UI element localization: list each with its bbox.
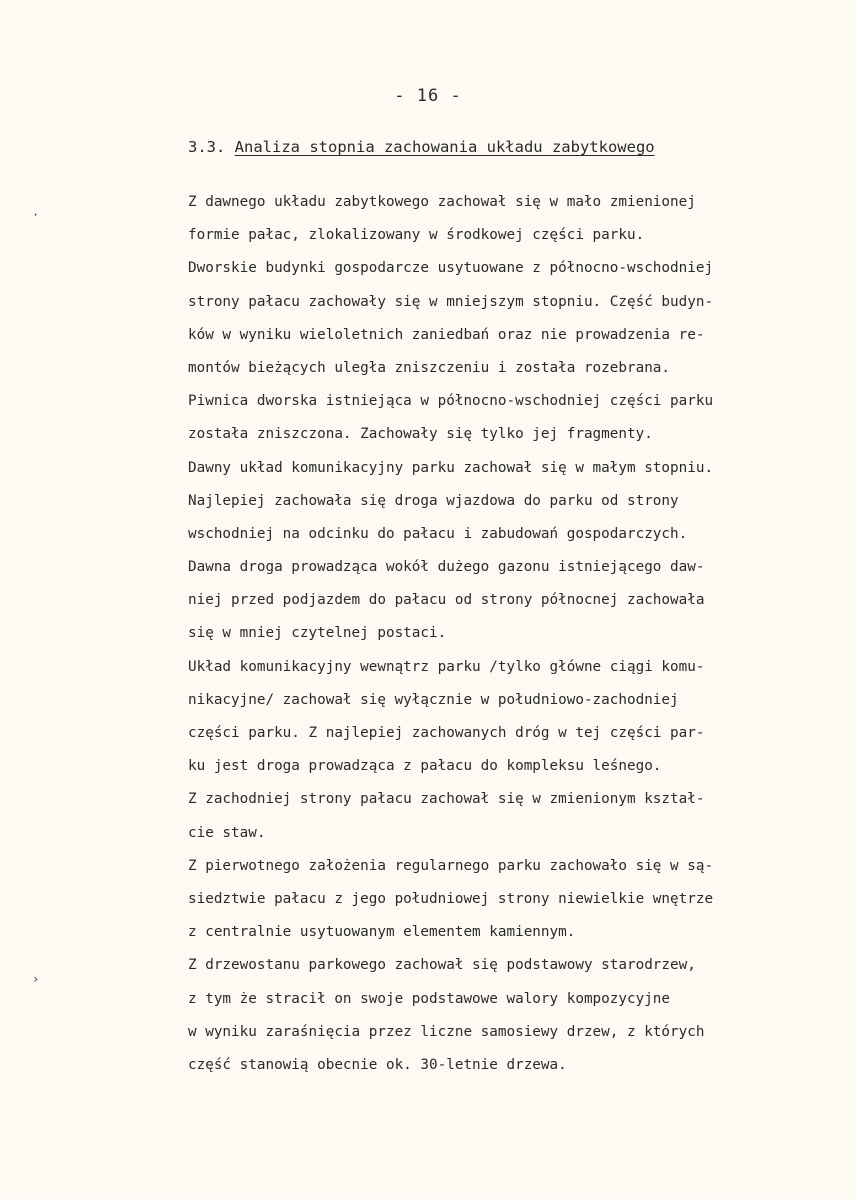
text-line: Układ komunikacyjny wewnątrz parku /tylko główne ciągi komu- <box>188 658 705 675</box>
text-line: z centralnie usytuowanym elementem kamiennym. <box>188 924 576 941</box>
text-line: ków w wyniku wieloletnich zaniedbań oraz nie prowadzenia re- <box>188 326 705 343</box>
text-line: strony pałacu zachowały się w mniejszym stopniu. Część budyn- <box>188 293 714 310</box>
text-line: niej przed podjazdem do pałacu od strony północnej zachowała <box>188 592 705 609</box>
text-line: siedztwie pałacu z jego południowej strony niewielkie wnętrze <box>188 890 714 907</box>
text-line: Dawny układ komunikacyjny parku zachował się w małym stopniu. <box>188 459 714 476</box>
text-line: z tym że stracił on swoje podstawowe walory kompozycyjne <box>188 990 671 1007</box>
text-line: część stanowią obecnie ok. 30-letnie drzewa. <box>188 1056 567 1073</box>
text-line: formie pałac, zlokalizowany w środkowej części parku. <box>188 227 645 244</box>
margin-mark: › <box>32 972 40 986</box>
text-line: Z drzewostanu parkowego zachował się podstawowy starodrzew, <box>188 957 696 974</box>
text-line: nikacyjne/ zachował się wyłącznie w południowo-zachodniej <box>188 691 679 708</box>
text-line: montów bieżących uległa zniszczeniu i została rozebrana. <box>188 359 671 376</box>
section-heading <box>188 138 655 156</box>
text-line: Dawna droga prowadząca wokół dużego gazonu istniejącego daw- <box>188 559 705 576</box>
text-line: się w mniej czytelnej postaci. <box>188 625 447 642</box>
text-line: Dworskie budynki gospodarcze usytuowane z północno-wschodniej <box>188 260 714 277</box>
text-line: wschodniej na odcinku do pałacu i zabudowań gospodarczych. <box>188 525 688 542</box>
text-line: ku jest droga prowadząca z pałacu do kompleksu leśnego. <box>188 758 662 775</box>
body-text <box>188 186 838 1082</box>
text-line: Najlepiej zachowała się droga wjazdowa do parku od strony <box>188 492 679 509</box>
text-line: w wyniku zaraśnięcia przez liczne samosiewy drzew, z których <box>188 1023 705 1040</box>
margin-mark: · <box>32 208 40 222</box>
page-number: - 16 - <box>394 86 462 106</box>
section-number: 3.3. <box>188 138 226 156</box>
text-line: części parku. Z najlepiej zachowanych dróg w tej części par- <box>188 725 705 741</box>
section-title: Analiza stopnia zachowania układu zabytkowego <box>234 138 655 156</box>
text-line: cie staw. <box>188 824 266 841</box>
text-line: Z zachodniej strony pałacu zachował się w zmienionym kształ- <box>188 791 705 808</box>
text-line: Piwnica dworska istniejąca w północno-wschodniej części parku <box>188 393 714 410</box>
text-line: została zniszczona. Zachowały się tylko jej fragmenty. <box>188 426 653 443</box>
text-line: Z dawnego układu zabytkowego zachował się w mało zmienionej <box>188 194 696 210</box>
text-line: Z pierwotnego założenia regularnego parku zachowało się w są- <box>188 857 714 874</box>
